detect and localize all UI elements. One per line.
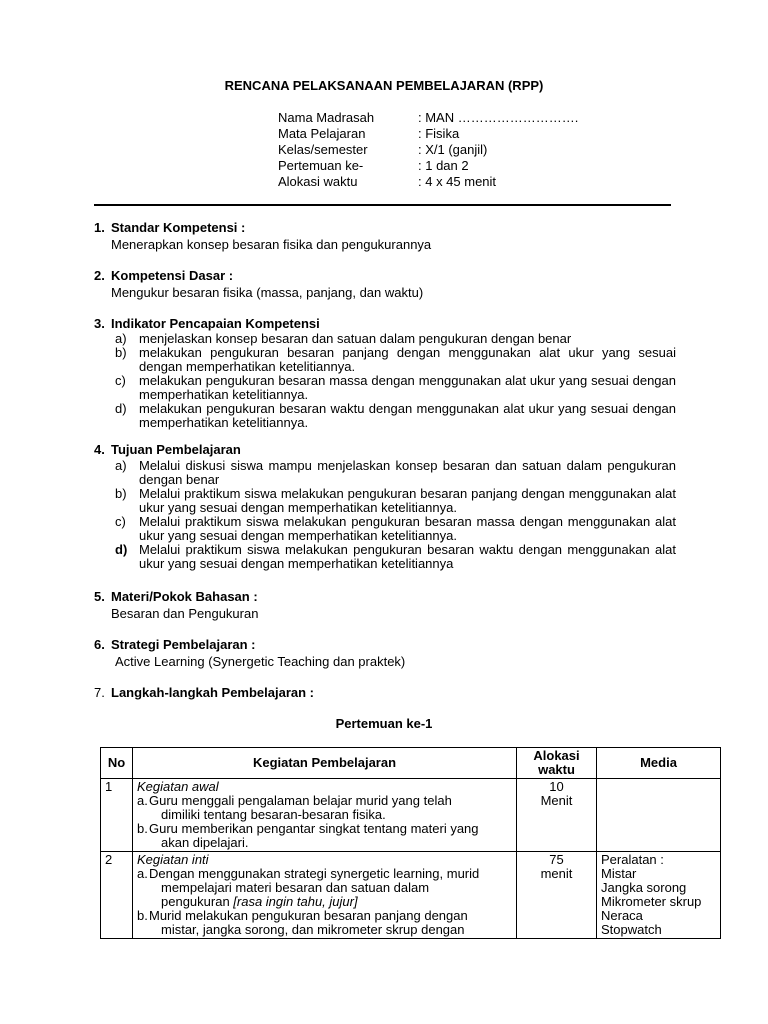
list-item	[94, 374, 676, 402]
info-label: Pertemuan ke-	[278, 158, 364, 173]
list-text: menjelaskan konsep besaran dan satuan dalam pengukuran dengan benar	[139, 331, 572, 346]
table-header-row	[101, 748, 721, 779]
list-text: melakukan pengukuran besaran massa dengan menggunakan alat ukur yang sesuai dengan memperhatikan ketelitiannya.	[139, 373, 676, 402]
list-item	[94, 487, 676, 515]
activity-line: Murid melakukan pengukuran besaran panjang dengan	[149, 908, 468, 923]
row-activity	[133, 852, 517, 939]
list-marker: d)	[115, 542, 128, 557]
header-time-line2: waktu	[538, 762, 575, 777]
info-label: Nama Madrasah	[278, 110, 375, 125]
section-body: Menerapkan konsep besaran fisika dan pengukurannya	[111, 237, 432, 252]
list-item	[94, 402, 676, 430]
info-label: Kelas/semester	[278, 142, 368, 157]
section-number: 7.	[94, 685, 105, 700]
section-title: Materi/Pokok Bahasan :	[111, 589, 258, 604]
media-item: Stopwatch	[601, 922, 662, 937]
list-item	[94, 543, 676, 571]
list-text: melakukan pengukuran besaran panjang dengan menggunakan alat ukur yang sesuai dengan memperhatikan ketelitiannya.	[139, 345, 676, 374]
media-item: Jangka sorong	[601, 880, 687, 895]
activity-marker: b.	[137, 821, 148, 836]
section-number: 4.	[94, 442, 105, 457]
info-row	[278, 142, 578, 158]
list-item	[94, 515, 676, 543]
row-activity	[133, 779, 517, 852]
time-value: 10	[549, 779, 564, 794]
character-value-note: [rasa ingin tahu, jujur]	[233, 894, 358, 909]
indikator-list	[94, 332, 676, 430]
list-marker: a)	[115, 331, 127, 346]
row-media	[597, 852, 721, 939]
media-item: Mikrometer skrup	[601, 894, 702, 909]
activity-line: mempelajari materi besaran dan satuan dalam	[161, 880, 430, 895]
section-body: Besaran dan Pengukuran	[111, 606, 259, 621]
media-item: Peralatan :	[601, 852, 664, 867]
info-row	[278, 110, 578, 126]
section-number: 3.	[94, 316, 105, 331]
activity-line: Guru menggali pengalaman belajar murid yang telah	[149, 793, 452, 808]
section-heading	[94, 269, 676, 283]
list-item	[94, 332, 676, 346]
activity-marker: b.	[137, 908, 148, 923]
section-number: 6.	[94, 637, 105, 652]
section-number: 5.	[94, 589, 105, 604]
list-text: Melalui diskusi siswa mampu menjelaskan konsep besaran dan satuan dalam pengukuran dengan benar	[139, 458, 676, 487]
info-value: : 4 x 45 menit	[418, 174, 497, 189]
section-title: Kompetensi Dasar :	[111, 268, 234, 283]
meeting-title: Pertemuan ke-1	[335, 716, 433, 731]
header-media: Media	[597, 748, 721, 779]
list-marker: b)	[115, 345, 127, 360]
header-time	[517, 748, 597, 779]
section-langkah	[94, 686, 676, 700]
list-marker: c)	[115, 514, 126, 529]
activity-line: Guru memberikan pengantar singkat tentang materi yang	[149, 821, 479, 836]
info-label: Alokasi waktu	[278, 174, 358, 189]
info-row	[278, 174, 578, 190]
list-text: melakukan pengukuran besaran waktu dengan menggunakan alat ukur yang sesuai dengan memperhatikan ketelitiannya.	[139, 401, 676, 430]
info-value: : X/1 (ganjil)	[418, 142, 488, 157]
section-heading	[94, 686, 676, 700]
page-title: RENCANA PELAKSANAAN PEMBELAJARAN (RPP)	[224, 78, 544, 93]
activity-item	[137, 909, 512, 937]
list-marker: b)	[115, 486, 127, 501]
list-item	[94, 459, 676, 487]
list-marker: d)	[115, 401, 127, 416]
lesson-table	[100, 747, 721, 939]
activity-item	[137, 867, 512, 909]
document-info	[278, 110, 578, 190]
section-title: Standar Kompetensi :	[111, 220, 246, 235]
info-value: : MAN ……………………….	[418, 110, 579, 125]
table-row	[101, 852, 721, 939]
info-row	[278, 158, 578, 174]
section-heading	[94, 443, 676, 457]
header-time-line1: Alokasi	[533, 748, 580, 763]
info-label: Mata Pelajaran	[278, 126, 366, 141]
activity-line	[149, 895, 512, 909]
row-time	[517, 779, 597, 852]
section-title: Strategi Pembelajaran :	[111, 637, 256, 652]
section-strategi	[94, 638, 676, 669]
section-standar-kompetensi	[94, 221, 676, 252]
table-row	[101, 779, 721, 852]
list-item	[94, 346, 676, 374]
section-heading	[94, 638, 676, 652]
row-number: 1	[101, 779, 133, 852]
section-heading	[94, 590, 676, 604]
activity-line: mistar, jangka sorong, dan mikrometer skrup dengan	[161, 922, 465, 937]
info-row	[278, 126, 578, 142]
section-number: 2.	[94, 268, 105, 283]
activity-title: Kegiatan inti	[137, 852, 209, 867]
activity-text: pengukuran	[161, 894, 234, 909]
time-unit: Menit	[540, 793, 573, 808]
media-item: Mistar	[601, 866, 637, 881]
activity-marker: a.	[137, 866, 148, 881]
list-text: Melalui praktikum siswa melakukan pengukuran besaran waktu dengan menggunakan alat ukur yang sesuai dengan memperhatikan ketelitiannya	[139, 542, 676, 571]
row-time	[517, 852, 597, 939]
list-marker: a)	[115, 458, 127, 473]
info-value: : 1 dan 2	[418, 158, 469, 173]
header-no: No	[101, 748, 133, 779]
activity-item	[137, 794, 512, 822]
row-number: 2	[101, 852, 133, 939]
section-heading	[94, 317, 676, 331]
time-value: 75	[549, 852, 564, 867]
activity-line: dimiliki tentang besaran-besaran fisika.	[161, 807, 386, 822]
activity-marker: a.	[137, 793, 148, 808]
activity-line: akan dipelajari.	[161, 835, 249, 850]
section-tujuan	[94, 443, 676, 571]
activity-item	[137, 822, 512, 850]
section-materi	[94, 590, 676, 621]
section-title: Langkah-langkah Pembelajaran :	[111, 685, 315, 700]
header-activity: Kegiatan Pembelajaran	[133, 748, 517, 779]
section-title: Tujuan Pembelajaran	[111, 442, 241, 457]
list-marker: c)	[115, 373, 126, 388]
activity-title: Kegiatan awal	[137, 779, 219, 794]
info-value: : Fisika	[418, 126, 460, 141]
activity-line: Dengan menggunakan strategi synergetic learning, murid	[149, 866, 480, 881]
list-text: Melalui praktikum siswa melakukan pengukuran besaran massa dengan menggunakan alat ukur yang sesuai dengan memperhatikan ketelitiannya.	[139, 514, 676, 543]
tujuan-list	[94, 459, 676, 571]
media-item: Neraca	[601, 908, 643, 923]
section-number: 1.	[94, 220, 105, 235]
section-body: Mengukur besaran fisika (massa, panjang, dan waktu)	[111, 285, 424, 300]
section-title: Indikator Pencapaian Kompetensi	[111, 316, 320, 331]
section-indikator	[94, 317, 676, 430]
list-text: Melalui praktikum siswa melakukan pengukuran besaran panjang dengan menggunakan alat ukur yang sesuai dengan memperhatikan ketelitiannya.	[139, 486, 676, 515]
header-divider	[94, 204, 671, 206]
row-media	[597, 779, 721, 852]
section-body: Active Learning (Synergetic Teaching dan praktek)	[115, 654, 406, 669]
section-kompetensi-dasar	[94, 269, 676, 300]
time-unit: menit	[540, 866, 573, 881]
section-heading	[94, 221, 676, 235]
